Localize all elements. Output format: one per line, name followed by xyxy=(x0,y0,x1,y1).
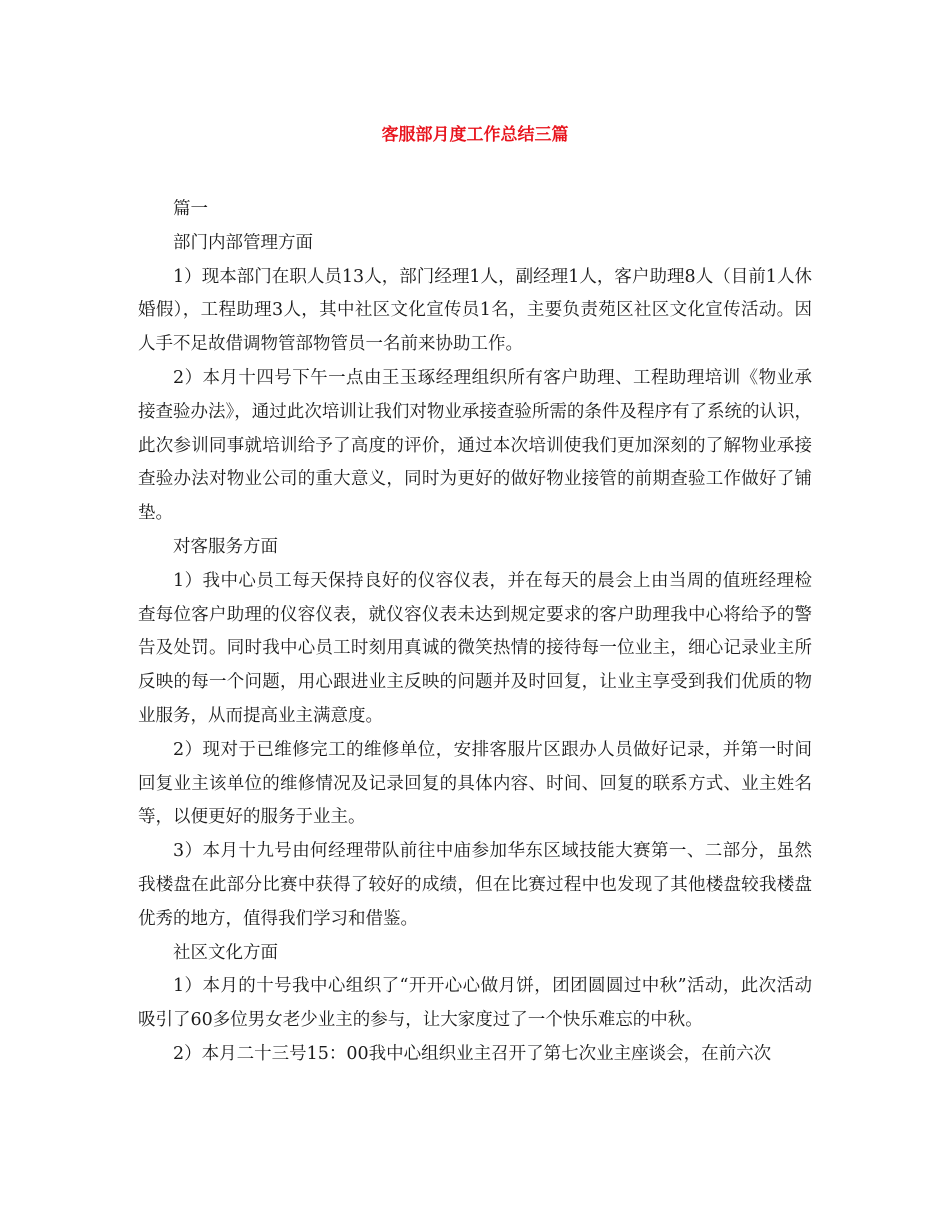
paragraph-owners-meeting: 2）本月二十三号15：00我中心组织业主召开了第七次业主座谈会，在前六次 xyxy=(173,1043,772,1064)
heading-internal-management: 部门内部管理方面 xyxy=(173,232,313,253)
paragraph-mooncake-event: 1）本月的十号我中心组织了“开开心心做月饼，团团圆圆过中秋”活动，此次活动吸引了60多位男女老少业主的参与，让大家度过了一个快乐难忘的中秋。 xyxy=(138,976,812,1031)
paragraph-staffing: 1）现本部门在职人员13人，部门经理1人，副经理1人，客户助理8人（目前1人休婚假），工程助理3人，其中社区文化宣传员1名，主要负责苑区社区文化宣传活动。因人手不足故借调物管部物管员一名前来协助工作。 xyxy=(138,266,812,355)
document-body xyxy=(138,193,812,1072)
paragraph-repair-followup: 2）现对于已维修完工的维修单位，安排客服片区跟办人员做好记录，并第一时间回复业主该单位的维修情况及记录回复的具体内容、时间、回复的联系方式、业主姓名等，以便更好的服务于业主。 xyxy=(138,739,812,828)
document-title: 客服部月度工作总结三篇 xyxy=(381,125,569,145)
section-label-part-one: 篇一 xyxy=(173,199,208,219)
paragraph-training: 2）本月十四号下午一点由王玉琢经理组织所有客户助理、工程助理培训《物业承接查验办法》，通过此次培训让我们对物业承接查验所需的条件及程序有了系统的认识，此次参训同事就培训给予了高度的评价，通过本次培训使我们更加深刻的了解物业承接查验办法对物业公司的重大意义，同时为更好的做好物业接管的前期查验工作做好了铺垫。 xyxy=(138,367,812,524)
heading-customer-service: 对客服务方面 xyxy=(173,536,278,557)
paragraph-skills-contest: 3）本月十九号由何经理带队前往中庙参加华东区域技能大赛第一、二部分，虽然我楼盘在此部分比赛中获得了较好的成绩，但在比赛过程中也发现了其他楼盘较我楼盘优秀的地方，值得我们学习和借鉴。 xyxy=(138,841,812,929)
paragraph-appearance: 1）我中心员工每天保持良好的仪容仪表，并在每天的晨会上由当周的值班经理检查每位客户助理的仪容仪表，就仪容仪表未达到规定要求的客户助理我中心将给予的警告及处罚。同时我中心员工时刻用真诚的微笑热情的接待每一位业主，细心记录业主所反映的每一个问题，用心跟进业主反映的问题并及时回复，让业主享受到我们优质的物业服务，从而提高业主满意度。 xyxy=(138,570,812,726)
heading-community-culture: 社区文化方面 xyxy=(173,942,278,963)
